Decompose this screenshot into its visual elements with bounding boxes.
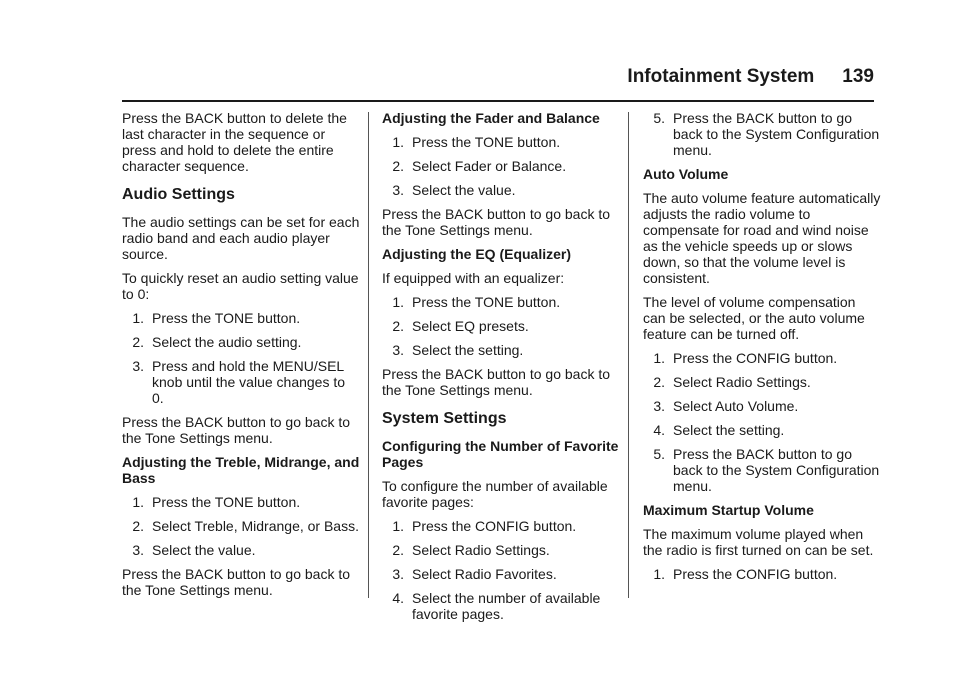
list-item: 2. Select Radio Settings.	[653, 374, 811, 390]
paragraph: If equipped with an equalizer:	[382, 270, 565, 286]
list-item: 1. Press the CONFIG button.	[653, 350, 838, 366]
step-list	[643, 350, 881, 494]
list-item: 1. Press the TONE button.	[132, 310, 301, 326]
list-item: 4. Select the setting.	[653, 422, 785, 438]
subheading: Adjusting the Fader and Balance	[382, 110, 600, 126]
paragraph: To quickly reset an audio setting value to 0:	[122, 270, 359, 302]
list-item: 1. Press the TONE button.	[392, 294, 561, 310]
column-2	[382, 110, 620, 630]
subheading: Adjusting the EQ (Equalizer)	[382, 246, 572, 262]
list-item: 1. Press the CONFIG button.	[392, 518, 577, 534]
list-item: 2. Select the audio setting.	[132, 334, 302, 350]
paragraph: To configure the number of available favorite pages:	[382, 478, 608, 510]
page-header	[122, 66, 874, 94]
list-item: 3. Select the setting.	[392, 342, 524, 358]
list-item: 2. Select Treble, Midrange, or Bass.	[132, 518, 359, 534]
list-item: 4. Select the number of available favorite pages.	[392, 590, 601, 622]
subheading: Adjusting the Treble, Midrange, and Bass	[122, 454, 360, 486]
list-item: 2. Select Fader or Balance.	[392, 158, 567, 174]
list-item: 2. Select Radio Settings.	[392, 542, 550, 558]
column-divider	[368, 112, 369, 598]
list-item: 2. Select EQ presets.	[392, 318, 529, 334]
paragraph: The level of volume compensation can be selected, or the auto volume feature can be turned off.	[643, 294, 865, 342]
column-1	[122, 110, 360, 606]
list-item: 1. Press the TONE button.	[132, 494, 301, 510]
step-list	[382, 518, 620, 622]
subheading: Configuring the Number of Favorite Pages	[382, 438, 619, 470]
paragraph: Press the BACK button to go back to the Tone Settings menu.	[122, 566, 351, 598]
paragraph: Press the BACK button to go back to the Tone Settings menu.	[382, 366, 611, 398]
column-3	[643, 110, 881, 590]
list-item: 5. Press the BACK button to go back to the System Configuration menu.	[653, 446, 880, 494]
list-item: 3. Select Auto Volume.	[653, 398, 799, 414]
paragraph: Press the BACK button to delete the last character in the sequence or press and hold to delete the entire character sequence.	[122, 110, 347, 174]
paragraph: Press the BACK button to go back to the Tone Settings menu.	[382, 206, 611, 238]
header-rule	[122, 100, 874, 102]
list-item: 1. Press the TONE button.	[392, 134, 561, 150]
step-list	[643, 566, 881, 582]
paragraph: The auto volume feature automatically adjusts the radio volume to compensate for road and wind noise as the vehicle speeds up or slows down, so that the volume level is consistent.	[643, 190, 881, 286]
list-item: 3. Select the value.	[132, 542, 256, 558]
step-list	[122, 310, 360, 406]
list-item: 1. Press the CONFIG button.	[653, 566, 838, 582]
paragraph: The audio settings can be set for each radio band and each audio player source.	[122, 214, 360, 262]
list-item: 5. Press the BACK button to go back to the System Configuration menu.	[653, 110, 880, 158]
subheading: Auto Volume	[643, 166, 729, 182]
step-list	[122, 494, 360, 558]
paragraph: The maximum volume played when the radio is first turned on can be set.	[643, 526, 874, 558]
list-item: 3. Select Radio Favorites.	[392, 566, 557, 582]
subheading: Maximum Startup Volume	[643, 502, 814, 518]
step-list	[382, 134, 620, 198]
page-number: 139	[842, 66, 874, 87]
paragraph: Press the BACK button to go back to the Tone Settings menu.	[122, 414, 351, 446]
section-heading: Audio Settings	[122, 186, 235, 203]
list-item: 3. Select the value.	[392, 182, 516, 198]
list-item: 3. Press and hold the MENU/SEL knob until the value changes to 0.	[132, 358, 346, 406]
step-list	[643, 110, 881, 158]
section-title: Infotainment System	[627, 66, 815, 87]
section-heading: System Settings	[382, 410, 507, 427]
step-list	[382, 294, 620, 358]
column-divider	[628, 112, 629, 598]
